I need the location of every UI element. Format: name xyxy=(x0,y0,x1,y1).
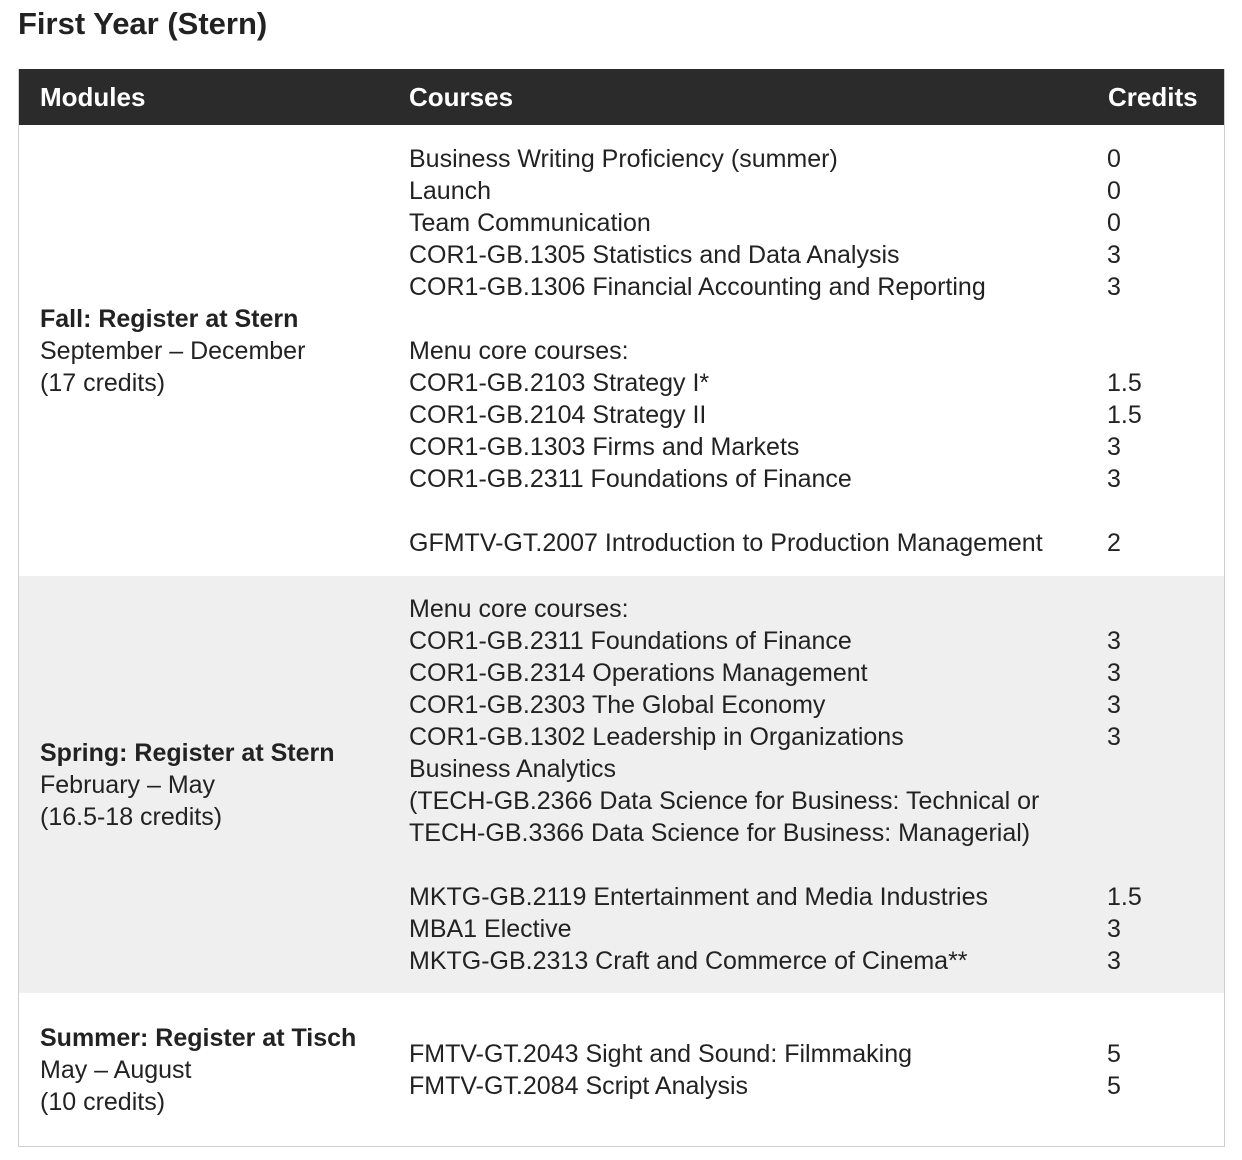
credit-value xyxy=(1107,817,1224,849)
course-line: COR1-GB.2303 The Global Economy xyxy=(409,690,826,719)
table-row-fall xyxy=(19,125,1224,576)
module-credits: (17 credits) xyxy=(40,368,166,397)
credit-value: 3 xyxy=(1107,658,1121,687)
credit-value: 0 xyxy=(1107,144,1121,173)
credit-value: 0 xyxy=(1107,176,1121,205)
module-credits: (16.5-18 credits) xyxy=(40,802,223,831)
header-modules: Modules xyxy=(19,69,387,125)
table-row-summer xyxy=(19,993,1224,1147)
credit-value: 3 xyxy=(1107,626,1121,655)
course-line: MBA1 Elective xyxy=(409,914,572,943)
credit-value xyxy=(1107,335,1224,367)
module-dates: September – December xyxy=(40,336,306,365)
credit-value: 3 xyxy=(1107,464,1121,493)
module-credits: (10 credits) xyxy=(40,1088,166,1116)
credit-value: 5 xyxy=(1107,1072,1121,1100)
course-line: Launch xyxy=(409,176,492,205)
course-line: Team Communication xyxy=(409,208,651,237)
spacer xyxy=(409,303,1087,335)
course-line: COR1-GB.1305 Statistics and Data Analysis xyxy=(409,240,900,269)
credit-value: 3 xyxy=(1107,914,1121,943)
course-line: GFMTV-GT.2007 Introduction to Production Management xyxy=(409,528,1043,557)
credit-value: 3 xyxy=(1107,272,1121,301)
credits-cell xyxy=(1087,125,1224,576)
header-credits: Credits xyxy=(1087,69,1224,125)
credit-value: 5 xyxy=(1107,1040,1121,1068)
course-line: MKTG-GB.2313 Craft and Commerce of Cinema** xyxy=(409,946,968,975)
module-dates: May – August xyxy=(40,1056,192,1084)
table-header-row xyxy=(19,69,1224,125)
credit-value: 3 xyxy=(1107,690,1121,719)
spacer xyxy=(1107,303,1224,335)
course-line: TECH-GB.3366 Data Science for Business: Managerial) xyxy=(409,818,1031,847)
credit-value: 3 xyxy=(1107,432,1121,461)
table-row-spring xyxy=(19,576,1224,993)
course-line: FMTV-GT.2043 Sight and Sound: Filmmaking xyxy=(409,1040,913,1068)
credit-value xyxy=(1107,593,1224,625)
course-group-label: Menu core courses: xyxy=(409,594,629,623)
credit-value: 1.5 xyxy=(1107,882,1142,911)
course-line: COR1-GB.2314 Operations Management xyxy=(409,658,868,687)
credit-value: 1.5 xyxy=(1107,368,1142,397)
course-line: COR1-GB.1303 Firms and Markets xyxy=(409,432,800,461)
module-title: Summer: Register at Tisch xyxy=(40,1024,357,1052)
credits-cell xyxy=(1087,576,1224,993)
header-courses: Courses xyxy=(387,69,1087,125)
course-line: Business Writing Proficiency (summer) xyxy=(409,144,838,173)
course-line: COR1-GB.1302 Leadership in Organizations xyxy=(409,722,904,751)
credit-value: 2 xyxy=(1107,528,1121,557)
spacer xyxy=(1107,495,1224,527)
curriculum-table-wrapper xyxy=(18,69,1225,1147)
course-group-label: Menu core courses: xyxy=(409,336,629,365)
course-line: COR1-GB.2311 Foundations of Finance xyxy=(409,464,852,493)
credit-value xyxy=(1107,785,1224,817)
courses-cell xyxy=(387,993,1087,1147)
module-cell xyxy=(19,576,387,993)
credit-value: 3 xyxy=(1107,722,1121,751)
course-line: COR1-GB.2104 Strategy II xyxy=(409,400,707,429)
page-title: First Year (Stern) xyxy=(18,6,268,41)
spacer xyxy=(409,849,1087,881)
course-line: Business Analytics xyxy=(409,754,617,783)
courses-cell xyxy=(387,125,1087,576)
course-line: MKTG-GB.2119 Entertainment and Media Industries xyxy=(409,882,988,911)
curriculum-table xyxy=(19,69,1224,1147)
module-cell xyxy=(19,125,387,576)
module-dates: February – May xyxy=(40,770,216,799)
course-line: COR1-GB.1306 Financial Accounting and Reporting xyxy=(409,272,986,301)
credits-cell xyxy=(1087,993,1224,1147)
module-title: Spring: Register at Stern xyxy=(40,738,335,767)
course-line: COR1-GB.2311 Foundations of Finance xyxy=(409,626,852,655)
credit-value: 1.5 xyxy=(1107,400,1142,429)
credit-value: 3 xyxy=(1107,946,1121,975)
module-title: Fall: Register at Stern xyxy=(40,304,299,333)
courses-cell xyxy=(387,576,1087,993)
credit-value xyxy=(1107,753,1224,785)
course-line: FMTV-GT.2084 Script Analysis xyxy=(409,1072,749,1100)
course-line: (TECH-GB.2366 Data Science for Business: Technical or xyxy=(409,786,1040,815)
course-line: COR1-GB.2103 Strategy I* xyxy=(409,368,710,397)
credit-value: 0 xyxy=(1107,208,1121,237)
spacer xyxy=(1107,849,1224,881)
module-cell xyxy=(19,993,387,1147)
credit-value: 3 xyxy=(1107,240,1121,269)
spacer xyxy=(409,495,1087,527)
